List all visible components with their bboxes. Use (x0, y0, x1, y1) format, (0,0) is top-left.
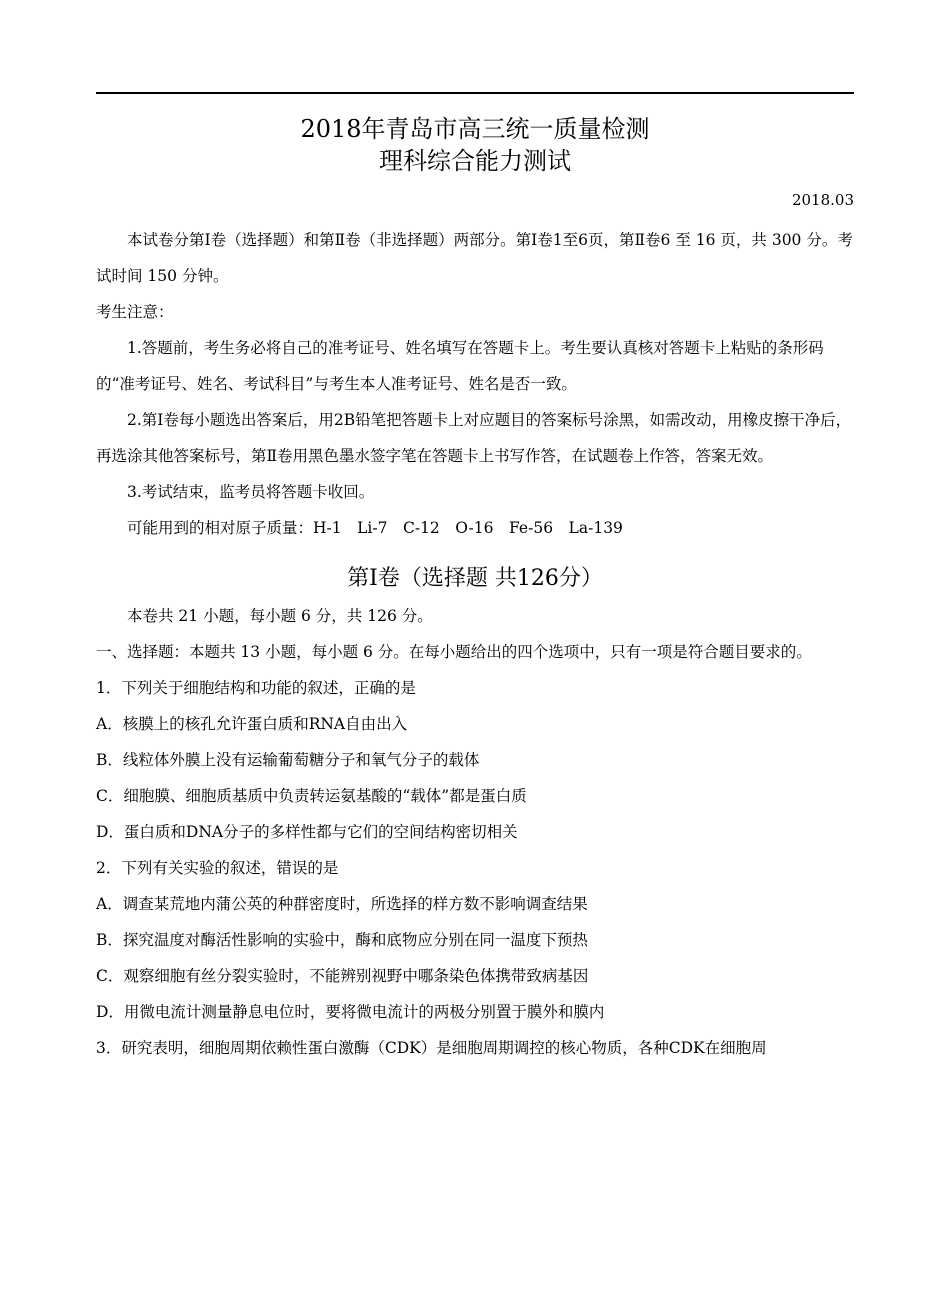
document-body (96, 222, 854, 1066)
question-2-option-c: C．观察细胞有丝分裂实验时，不能辨别视野中哪条染色体携带致病基因 (96, 967, 589, 985)
note-item-2: 2.第Ⅰ卷每小题选出答案后，用2B铅笔把答题卡上对应题目的答案标号涂黑，如需改动，用橡皮擦干净后，再选涂其他答案标号，第Ⅱ卷用黑色墨水签字笔在答题卡上书写作答，在试题卷上作答，答案无效。 (96, 411, 852, 465)
note-item-3: 3.考试结束，监考员将答题卡收回。 (127, 483, 375, 501)
exam-title: 2018年青岛市高三统一质量检测 (300, 115, 650, 143)
intro-paragraph: 本试卷分第Ⅰ卷（选择题）和第Ⅱ卷（非选择题）两部分。第Ⅰ卷1至6页，第Ⅱ卷6 至 16 页，共 300 分。考试时间 150 分钟。 (96, 231, 853, 285)
question-2-option-d: D．用微电流计测量静息电位时，要将微电流计的两极分别置于膜外和膜内 (96, 1003, 605, 1021)
part-instruction: 一、选择题：本题共 13 小题，每小题 6 分。在每小题给出的四个选项中，只有一项是符合题目要求的。 (96, 643, 812, 661)
section-title: 第Ⅰ卷（选择题 共126分） (347, 566, 603, 591)
question-stem-3: 3．研究表明，细胞周期依赖性蛋白激酶（CDK）是细胞周期调控的核心物质，各种CDK在细胞周 (96, 1039, 767, 1057)
question-1-option-d: D．蛋白质和DNA分子的多样性都与它们的空间结构密切相关 (96, 823, 518, 841)
note-item-1: 1.答题前，考生务必将自己的准考证号、姓名填写在答题卡上。考生要认真核对答题卡上粘贴的条形码的“准考证号、姓名、考试科目”与考生本人准考证号、姓名是否一致。 (96, 339, 824, 393)
exam-subtitle: 理科综合能力测试 (379, 147, 571, 175)
exam-date: 2018.03 (791, 191, 854, 209)
question-1-option-b: B．线粒体外膜上没有运输葡萄糖分子和氧气分子的载体 (96, 751, 480, 769)
top-rule (96, 92, 854, 94)
question-1-option-a: A．核膜上的核孔允许蛋白质和RNA自由出入 (96, 715, 408, 733)
question-1-option-c: C．细胞膜、细胞质基质中负责转运氨基酸的“载体”都是蛋白质 (96, 787, 527, 805)
question-stem-2: 2．下列有关实验的叙述，错误的是 (96, 859, 339, 877)
question-stem-1: 1．下列关于细胞结构和功能的叙述，正确的是 (96, 679, 416, 697)
section-summary: 本卷共 21 小题，每小题 6 分，共 126 分。 (127, 607, 433, 625)
question-2-option-a: A．调查某荒地内蒲公英的种群密度时，所选择的样方数不影响调查结果 (96, 895, 588, 913)
question-2-option-b: B．探究温度对酶活性影响的实验中，酶和底物应分别在同一温度下预热 (96, 931, 588, 949)
notice-heading: 考生注意： (96, 303, 174, 321)
atomic-masses: 可能用到的相对原子质量：H-1 Li-7 C-12 O-16 Fe-56 La-139 (127, 519, 623, 537)
